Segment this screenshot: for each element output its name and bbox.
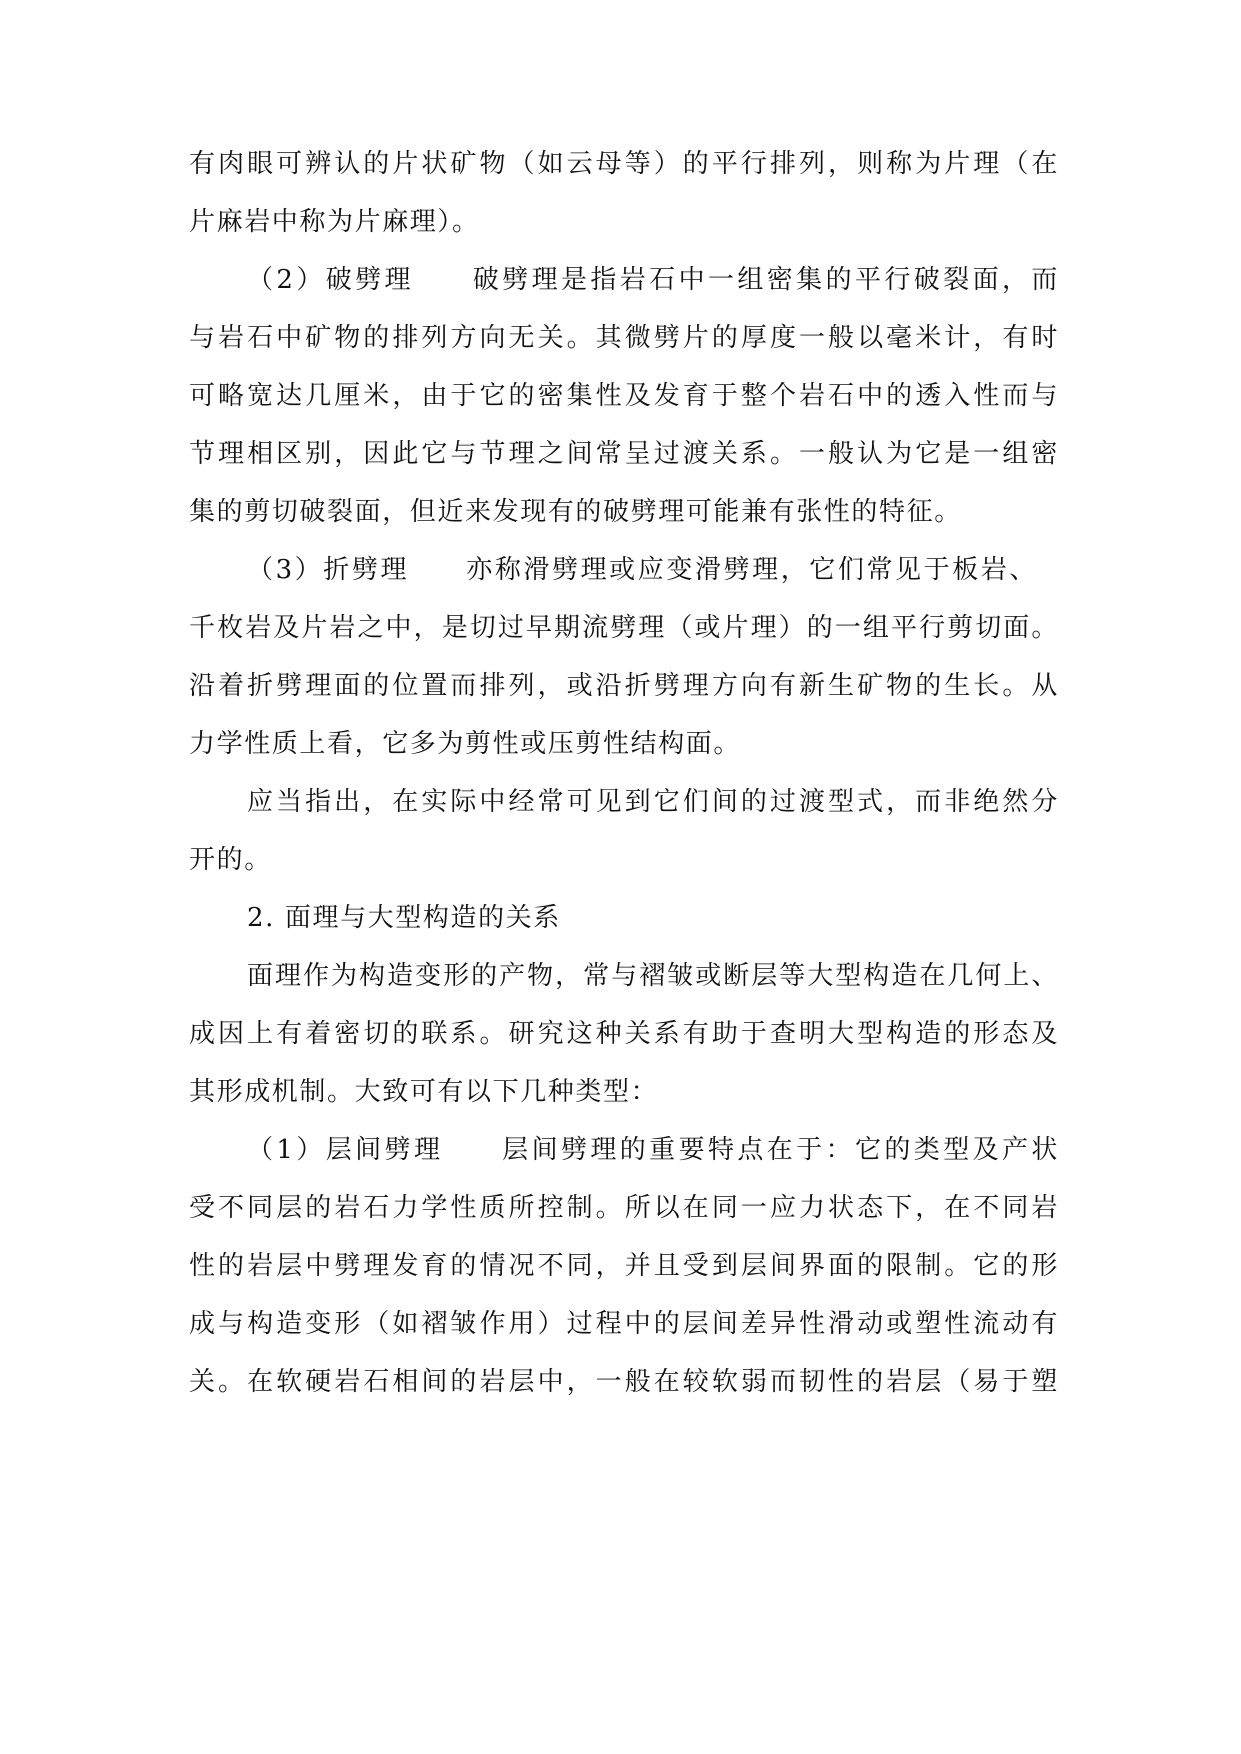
text-line-1: 有肉眼可辨认的片状矿物（如云母等）的平行排列，则称为片理（在 (189, 149, 1059, 179)
text-line-18: （1）层间劈理 层间劈理的重要特点在于：它的类型及产状 (247, 1135, 1059, 1165)
text-line-13: 开的。 (189, 845, 272, 875)
text-line-8: （3）折劈理 亦称滑劈理或应变滑劈理，它们常见于板岩、 (247, 555, 1037, 585)
section-heading: 2. 面理与大型构造的关系 (247, 903, 561, 933)
text-line-21: 成与构造变形（如褶皱作用）过程中的层间差异性滑动或塑性流动有 (189, 1309, 1059, 1339)
text-line-9: 千枚岩及片岩之中，是切过早期流劈理（或片理）的一组平行剪切面。 (189, 613, 1059, 643)
text-line-4: 与岩石中矿物的排列方向无关。其微劈片的厚度一般以毫米计，有时 (189, 323, 1059, 353)
text-line-2: 片麻岩中称为片麻理）。 (189, 207, 480, 237)
text-line-11: 力学性质上看，它多为剪性或压剪性结构面。 (189, 729, 742, 759)
text-line-20: 性的岩层中劈理发育的情况不同，并且受到层间界面的限制。它的形 (189, 1251, 1059, 1281)
text-line-6: 节理相区别，因此它与节理之间常呈过渡关系。一般认为它是一组密 (189, 439, 1059, 469)
text-line-10: 沿着折劈理面的位置而排列，或沿折劈理方向有新生矿物的生长。从 (189, 671, 1059, 701)
text-line-16: 成因上有着密切的联系。研究这种关系有助于查明大型构造的形态及 (189, 1019, 1059, 1049)
text-line-22: 关。在软硬岩石相间的岩层中，一般在较软弱而韧性的岩层（易于塑 (189, 1367, 1059, 1397)
text-line-12: 应当指出，在实际中经常可见到它们间的过渡型式，而非绝然分 (247, 787, 1059, 817)
text-line-3: （2）破劈理 破劈理是指岩石中一组密集的平行破裂面，而 (247, 265, 1059, 295)
text-line-19: 受不同层的岩石力学性质所控制。所以在同一应力状态下，在不同岩 (189, 1193, 1059, 1223)
text-line-5: 可略宽达几厘米，由于它的密集性及发育于整个岩石中的透入性而与 (189, 381, 1059, 411)
text-line-7: 集的剪切破裂面，但近来发现有的破劈理可能兼有张性的特征。 (189, 497, 962, 527)
text-line-17: 其形成机制。大致可有以下几种类型： (189, 1077, 659, 1107)
text-line-15: 面理作为构造变形的产物，常与褶皱或断层等大型构造在几何上、 (247, 961, 1059, 991)
